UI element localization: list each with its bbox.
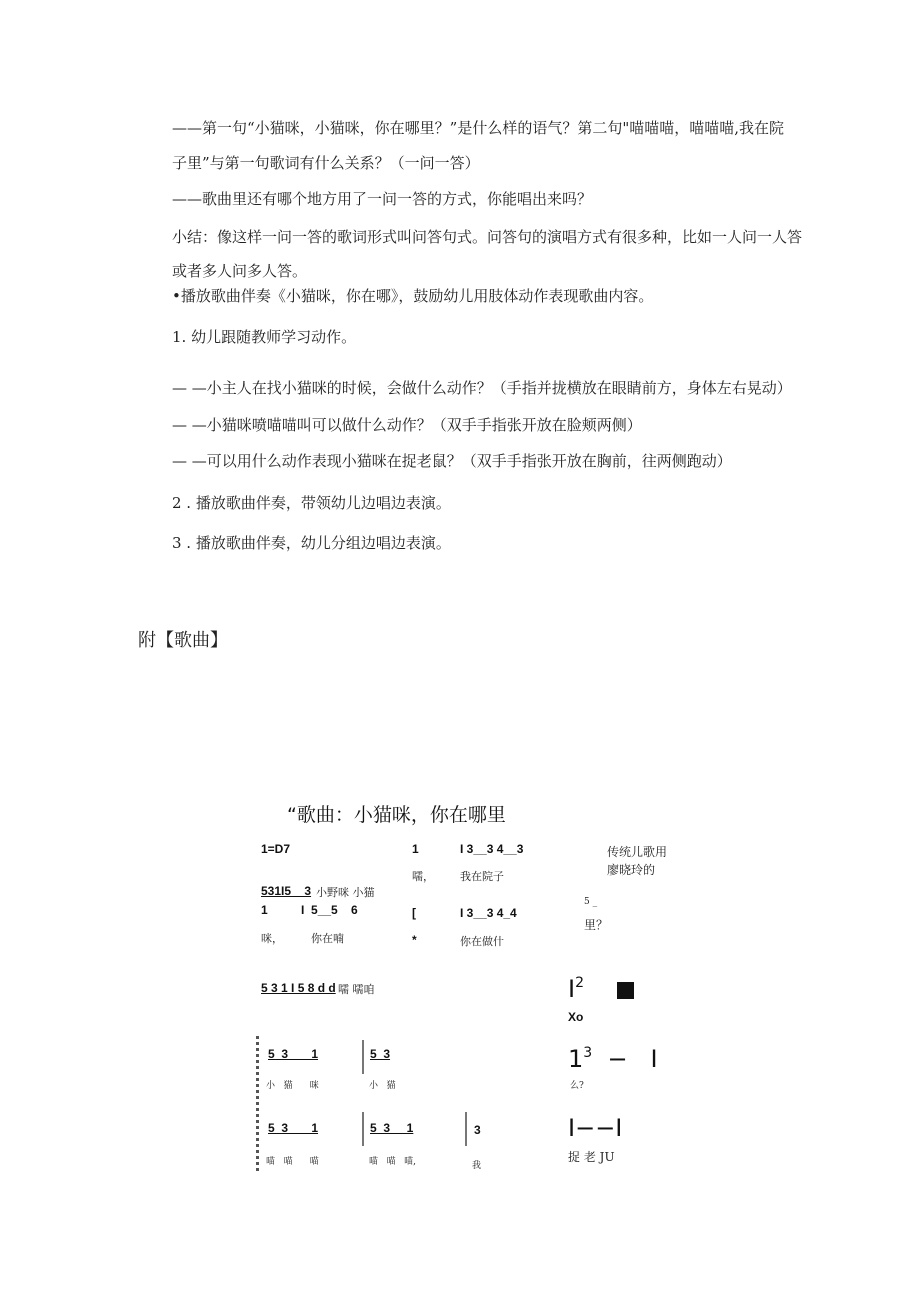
- stave2-lyrics-b: 喵 喵 喵,: [369, 1157, 417, 1167]
- question-1-line-2: 子里”与第一句歌词有什么关系？（一问一答）: [172, 154, 480, 172]
- summary-line-1: 小结：像这样一问一答的歌词形式叫问答句式。问答句的演唱方式有很多种，比如一人问一人答: [172, 228, 803, 246]
- key-signature: 1=D7: [261, 842, 291, 856]
- right-big-2-sup: 3: [583, 1045, 593, 1061]
- stave2-notes-a: 5 3 1: [268, 1121, 319, 1135]
- top-mid-lyrics-b: 我在院子: [460, 870, 504, 883]
- dotted-left-border: [256, 1036, 259, 1171]
- stave2-notes-b: 5 3 1: [370, 1121, 414, 1135]
- stave2-lyrics-c: 我: [472, 1161, 482, 1171]
- row2-notes-b: 1 I 5__5 6: [261, 903, 358, 917]
- right-big-2: $1^3 - I$: [568, 1045, 658, 1073]
- stave1-notes-b: 5 3: [370, 1047, 391, 1061]
- barline-3: [465, 1112, 467, 1146]
- bullet-play-accompaniment: •播放歌曲伴奏《小猫咪，你在哪》，鼓励幼儿用肢体动作表现歌曲内容。: [172, 287, 654, 305]
- row3-lyrics: 嚅 嚅咱: [338, 983, 375, 996]
- mid-notes-a: [: [412, 906, 416, 920]
- row2-notes-a: 531I5__3: [261, 884, 312, 898]
- top-mid-notes-b: I 3__3 4__3: [460, 842, 524, 856]
- credit-line-1: 传统儿歌用: [607, 845, 668, 859]
- step-3: 3 . 播放歌曲伴奏，幼儿分组边唱边表演。: [172, 534, 451, 552]
- row2-lyrics-b: 咪， 你在喃: [261, 932, 344, 945]
- right-xo: Xo: [568, 1010, 584, 1024]
- action-2: — —小猫咪喷喵喵叫可以做什么动作？（双手手指张开放在脸颊两侧）: [172, 416, 642, 434]
- mid-lyrics-a: *: [412, 933, 417, 947]
- right-big-1-sup: 2: [575, 975, 584, 991]
- right-lyrics-3: 捉 老 JU: [568, 1150, 615, 1164]
- question-2: ——歌曲里还有哪个地方用了一问一答的方式，你能唱出来吗？: [172, 190, 593, 208]
- barline-1: [362, 1040, 364, 1074]
- top-mid-notes-a: 1: [412, 842, 419, 856]
- credit-line-2: 廖晓玲的: [607, 863, 656, 877]
- right-big-2-rest: − I: [592, 1045, 658, 1073]
- right-small-notes: 5 _: [584, 897, 598, 907]
- stave2-notes-c: 3: [474, 1123, 481, 1137]
- right-big-1: $I^2$: [568, 975, 584, 1003]
- mid-notes-b: I 3__3 4_4: [460, 906, 517, 920]
- action-3: — —可以用什么动作表现小猫咪在捉老鼠？（双手手指张开放在胸前，往两侧跑动）: [172, 452, 732, 470]
- right-lyric: 里？: [584, 918, 609, 932]
- row3-notes: 5 3 1 I 5 8 d d: [261, 981, 336, 995]
- appendix-heading: 附【歌曲】: [138, 630, 228, 651]
- right-me: 么?: [570, 1081, 584, 1091]
- step-2: 2 . 播放歌曲伴奏，带领幼儿边唱边表演。: [172, 494, 451, 512]
- stave2-lyrics-a: 喵 喵 喵: [266, 1157, 319, 1167]
- stave1-lyrics-b: 小 猫: [369, 1081, 396, 1091]
- filled-square-mark: [617, 982, 634, 999]
- step-1: 1. 幼儿跟随教师学习动作。: [172, 328, 357, 346]
- mid-lyrics-b: 你在做什: [460, 935, 504, 948]
- right-big-3: I−−I: [568, 1114, 623, 1142]
- stave1-notes-a: 5 3 1: [268, 1047, 319, 1061]
- summary-line-2: 或者多人问多人答。: [172, 262, 308, 280]
- top-mid-lyrics-a: 嚅，: [412, 870, 434, 883]
- row2-lyrics-a: 小野咪 小猫: [316, 886, 375, 899]
- action-1: — —小主人在找小猫咪的时候，会做什么动作？（手指并拢横放在眼睛前方，身体左右晃动）: [172, 379, 792, 397]
- question-1-line-1: ——第一句“小猫咪，小猫咪，你在哪里？”是什么样的语气？第二句"喵喵喵，喵喵喵,我在院: [172, 119, 785, 137]
- barline-2: [362, 1112, 364, 1146]
- stave1-lyrics-a: 小 猫 咪: [266, 1081, 319, 1091]
- song-title: “歌曲：小猫咪，你在哪里: [287, 804, 506, 826]
